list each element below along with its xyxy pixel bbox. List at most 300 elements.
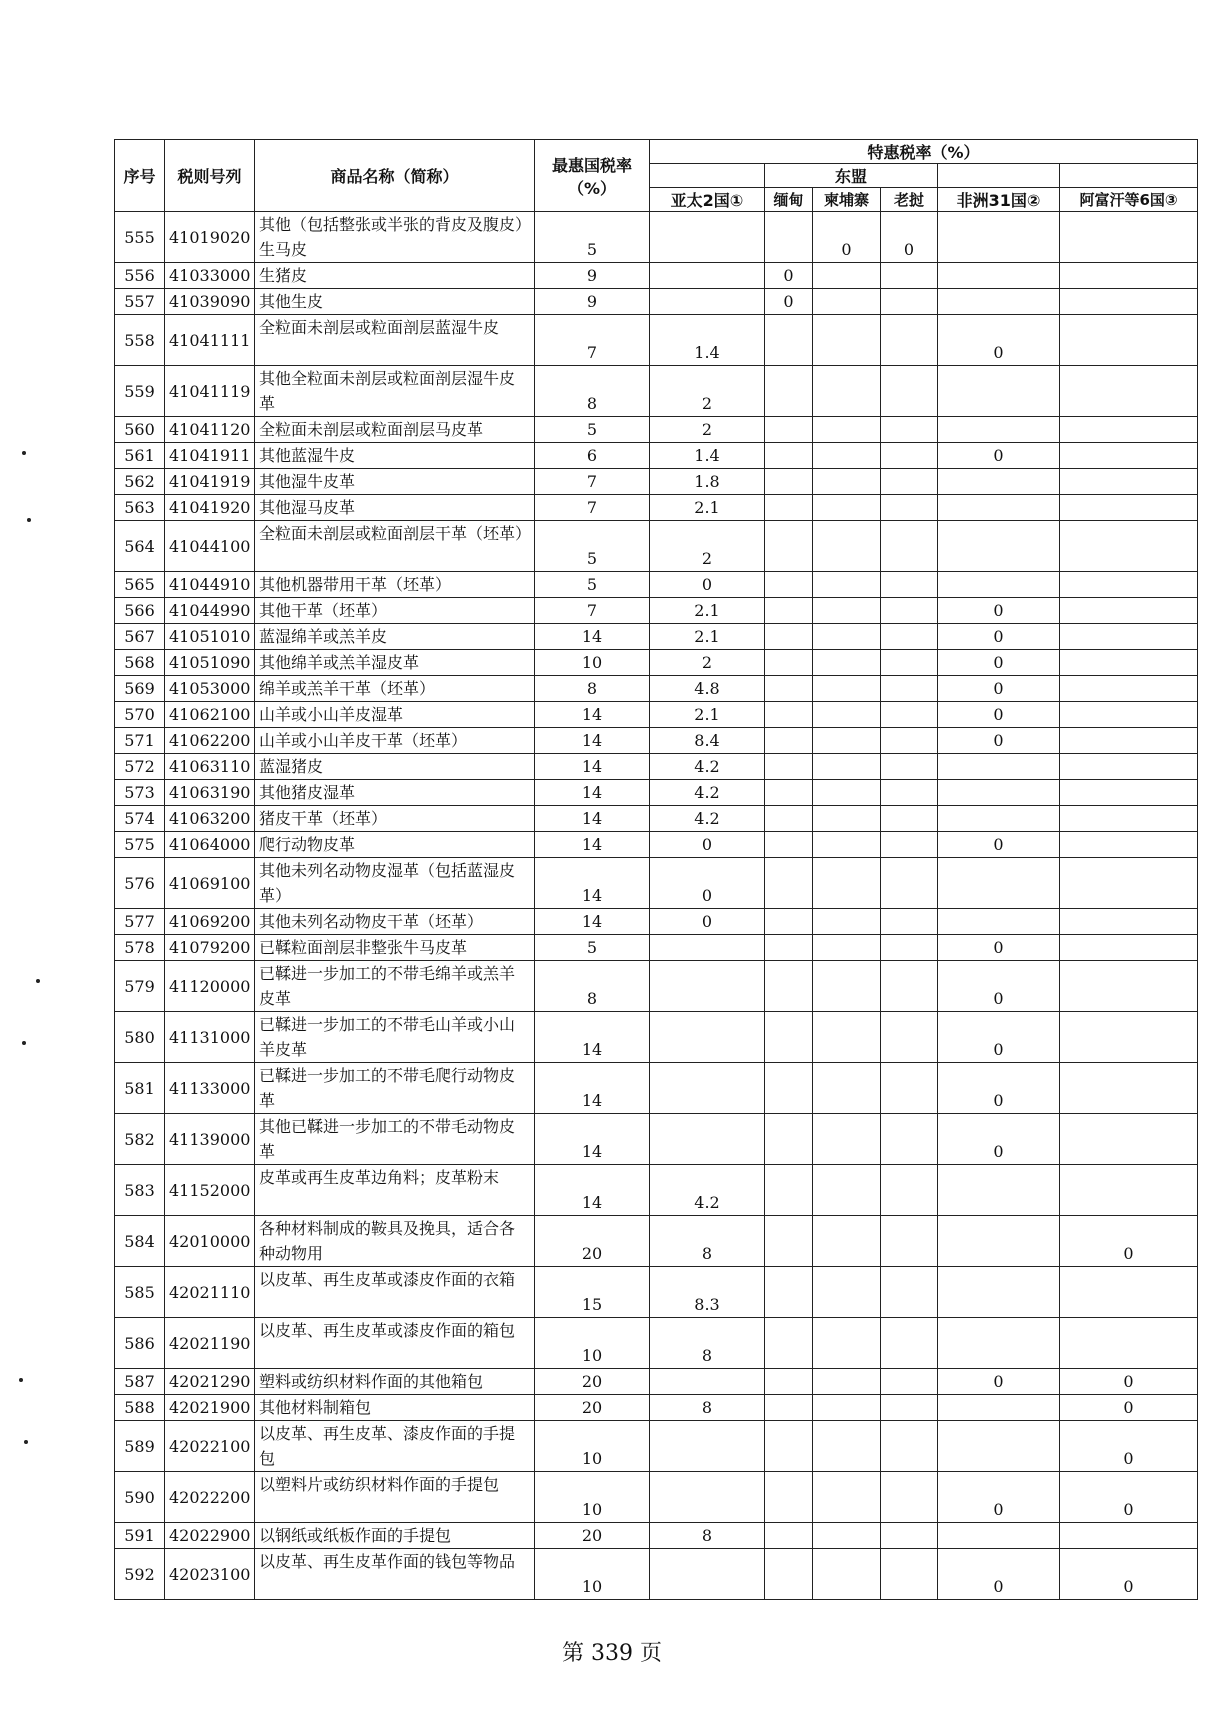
table-row — [115, 443, 1198, 469]
cell-tariff-code: 41063200 — [165, 806, 255, 832]
cell-cambodia — [813, 443, 881, 469]
cell-product-name: 已鞣进一步加工的不带毛山羊或小山羊皮革 — [255, 1012, 535, 1063]
cell-mfn-rate: 14 — [535, 858, 650, 909]
cell-mfn-rate: 7 — [535, 598, 650, 624]
cell-afghan6 — [1060, 935, 1198, 961]
cell-apta — [650, 961, 765, 1012]
cell-africa31 — [938, 1267, 1060, 1318]
cell-apta — [650, 935, 765, 961]
cell-africa31 — [938, 1318, 1060, 1369]
cell-laos — [881, 858, 938, 909]
cell-afghan6 — [1060, 1114, 1198, 1165]
cell-africa31 — [938, 754, 1060, 780]
cell-tariff-code: 41062200 — [165, 728, 255, 754]
cell-tariff-code: 41044990 — [165, 598, 255, 624]
cell-apta: 1.4 — [650, 315, 765, 366]
cell-apta: 0 — [650, 572, 765, 598]
cell-seq: 555 — [115, 212, 165, 263]
cell-laos — [881, 1063, 938, 1114]
cell-afghan6 — [1060, 676, 1198, 702]
cell-africa31: 0 — [938, 832, 1060, 858]
scan-speck — [22, 451, 26, 455]
cell-product-name: 山羊或小山羊皮干革（坯革） — [255, 728, 535, 754]
table-row — [115, 961, 1198, 1012]
cell-seq: 566 — [115, 598, 165, 624]
header-tariff-code: 税则号列 — [165, 140, 255, 212]
cell-laos — [881, 1549, 938, 1600]
cell-afghan6 — [1060, 961, 1198, 1012]
cell-seq: 591 — [115, 1523, 165, 1549]
cell-seq: 575 — [115, 832, 165, 858]
cell-product-name: 其他生皮 — [255, 289, 535, 315]
cell-tariff-code: 41069100 — [165, 858, 255, 909]
cell-africa31 — [938, 1165, 1060, 1216]
cell-cambodia — [813, 909, 881, 935]
cell-mfn-rate: 20 — [535, 1216, 650, 1267]
cell-myanmar — [765, 806, 813, 832]
cell-africa31: 0 — [938, 935, 1060, 961]
cell-apta — [650, 1369, 765, 1395]
header-product-name: 商品名称（简称） — [255, 140, 535, 212]
cell-myanmar — [765, 598, 813, 624]
cell-mfn-rate: 14 — [535, 728, 650, 754]
cell-seq: 561 — [115, 443, 165, 469]
cell-myanmar — [765, 495, 813, 521]
table-row — [115, 832, 1198, 858]
cell-product-name: 塑料或纺织材料作面的其他箱包 — [255, 1369, 535, 1395]
cell-tariff-code: 41019020 — [165, 212, 255, 263]
cell-seq: 556 — [115, 263, 165, 289]
cell-africa31 — [938, 858, 1060, 909]
cell-seq: 569 — [115, 676, 165, 702]
cell-tariff-code: 41064000 — [165, 832, 255, 858]
cell-seq: 567 — [115, 624, 165, 650]
cell-seq: 579 — [115, 961, 165, 1012]
cell-africa31: 0 — [938, 1549, 1060, 1600]
cell-apta: 8.3 — [650, 1267, 765, 1318]
cell-mfn-rate: 5 — [535, 572, 650, 598]
header-special-rate: 特惠税率（%） — [650, 140, 1198, 164]
cell-myanmar — [765, 443, 813, 469]
table-row — [115, 1012, 1198, 1063]
cell-seq: 584 — [115, 1216, 165, 1267]
table-row — [115, 935, 1198, 961]
cell-apta — [650, 263, 765, 289]
cell-cambodia — [813, 1369, 881, 1395]
cell-apta — [650, 212, 765, 263]
cell-cambodia — [813, 728, 881, 754]
cell-laos: 0 — [881, 212, 938, 263]
header-seq: 序号 — [115, 140, 165, 212]
cell-afghan6 — [1060, 909, 1198, 935]
cell-myanmar — [765, 935, 813, 961]
cell-product-name: 生猪皮 — [255, 263, 535, 289]
cell-product-name: 全粒面未剖层或粒面剖层蓝湿牛皮 — [255, 315, 535, 366]
cell-afghan6 — [1060, 495, 1198, 521]
cell-myanmar — [765, 1421, 813, 1472]
cell-apta: 4.8 — [650, 676, 765, 702]
cell-product-name: 皮革或再生皮革边角料；皮革粉末 — [255, 1165, 535, 1216]
cell-apta: 2 — [650, 521, 765, 572]
table-row — [115, 624, 1198, 650]
cell-tariff-code: 41139000 — [165, 1114, 255, 1165]
cell-myanmar — [765, 315, 813, 366]
cell-tariff-code: 41041111 — [165, 315, 255, 366]
table-row — [115, 754, 1198, 780]
cell-laos — [881, 1012, 938, 1063]
cell-laos — [881, 495, 938, 521]
cell-laos — [881, 676, 938, 702]
cell-product-name: 其他已鞣进一步加工的不带毛动物皮革 — [255, 1114, 535, 1165]
cell-myanmar — [765, 1395, 813, 1421]
cell-seq: 583 — [115, 1165, 165, 1216]
cell-laos — [881, 1165, 938, 1216]
cell-seq: 576 — [115, 858, 165, 909]
cell-apta: 1.4 — [650, 443, 765, 469]
scan-speck — [22, 1041, 26, 1045]
cell-product-name: 其他绵羊或羔羊湿皮革 — [255, 650, 535, 676]
cell-mfn-rate: 8 — [535, 961, 650, 1012]
cell-afghan6: 0 — [1060, 1549, 1198, 1600]
cell-cambodia — [813, 1523, 881, 1549]
cell-myanmar — [765, 1267, 813, 1318]
cell-mfn-rate: 10 — [535, 1421, 650, 1472]
cell-tariff-code: 41133000 — [165, 1063, 255, 1114]
cell-mfn-rate: 14 — [535, 832, 650, 858]
cell-mfn-rate: 8 — [535, 676, 650, 702]
cell-afghan6 — [1060, 315, 1198, 366]
cell-myanmar — [765, 858, 813, 909]
cell-tariff-code: 41051010 — [165, 624, 255, 650]
cell-mfn-rate: 14 — [535, 754, 650, 780]
cell-laos — [881, 572, 938, 598]
cell-tariff-code: 41069200 — [165, 909, 255, 935]
cell-product-name: 其他未列名动物皮干革（坯革） — [255, 909, 535, 935]
cell-laos — [881, 1267, 938, 1318]
cell-cambodia — [813, 1267, 881, 1318]
cell-cambodia — [813, 572, 881, 598]
cell-tariff-code: 41044910 — [165, 572, 255, 598]
cell-seq: 565 — [115, 572, 165, 598]
cell-cambodia — [813, 702, 881, 728]
table-row — [115, 263, 1198, 289]
cell-cambodia — [813, 832, 881, 858]
cell-product-name: 以皮革、再生皮革或漆皮作面的箱包 — [255, 1318, 535, 1369]
cell-product-name: 其他蓝湿牛皮 — [255, 443, 535, 469]
cell-africa31 — [938, 495, 1060, 521]
cell-product-name: 其他干革（坯革） — [255, 598, 535, 624]
cell-africa31: 0 — [938, 650, 1060, 676]
cell-myanmar — [765, 728, 813, 754]
cell-apta: 8 — [650, 1318, 765, 1369]
cell-product-name: 已鞣进一步加工的不带毛爬行动物皮革 — [255, 1063, 535, 1114]
cell-cambodia — [813, 961, 881, 1012]
cell-product-name: 以塑料片或纺织材料作面的手提包 — [255, 1472, 535, 1523]
cell-africa31 — [938, 909, 1060, 935]
cell-mfn-rate: 20 — [535, 1395, 650, 1421]
cell-myanmar — [765, 1063, 813, 1114]
header-cambodia: 柬埔寨 — [813, 188, 881, 212]
cell-seq: 581 — [115, 1063, 165, 1114]
cell-myanmar — [765, 1523, 813, 1549]
cell-laos — [881, 263, 938, 289]
cell-seq: 589 — [115, 1421, 165, 1472]
cell-africa31 — [938, 289, 1060, 315]
cell-mfn-rate: 14 — [535, 1063, 650, 1114]
cell-africa31: 0 — [938, 702, 1060, 728]
cell-myanmar — [765, 572, 813, 598]
cell-tariff-code: 41053000 — [165, 676, 255, 702]
cell-mfn-rate: 14 — [535, 1012, 650, 1063]
cell-apta: 4.2 — [650, 754, 765, 780]
cell-cambodia — [813, 935, 881, 961]
cell-apta: 2.1 — [650, 598, 765, 624]
cell-afghan6: 0 — [1060, 1421, 1198, 1472]
table-row — [115, 1216, 1198, 1267]
cell-cambodia — [813, 289, 881, 315]
cell-laos — [881, 754, 938, 780]
cell-afghan6: 0 — [1060, 1395, 1198, 1421]
cell-mfn-rate: 5 — [535, 417, 650, 443]
cell-tariff-code: 41041120 — [165, 417, 255, 443]
cell-apta: 8.4 — [650, 728, 765, 754]
table-row — [115, 728, 1198, 754]
cell-product-name: 爬行动物皮革 — [255, 832, 535, 858]
cell-seq: 571 — [115, 728, 165, 754]
table-row — [115, 366, 1198, 417]
cell-laos — [881, 366, 938, 417]
cell-afghan6 — [1060, 702, 1198, 728]
cell-myanmar — [765, 624, 813, 650]
scan-speck — [36, 979, 40, 983]
cell-laos — [881, 806, 938, 832]
cell-mfn-rate: 14 — [535, 1114, 650, 1165]
table-row — [115, 780, 1198, 806]
cell-seq: 592 — [115, 1549, 165, 1600]
cell-apta: 0 — [650, 832, 765, 858]
cell-seq: 558 — [115, 315, 165, 366]
cell-myanmar: 0 — [765, 263, 813, 289]
header-blank-apta — [650, 164, 765, 188]
cell-laos — [881, 1318, 938, 1369]
cell-product-name: 其他（包括整张或半张的背皮及腹皮）生马皮 — [255, 212, 535, 263]
cell-africa31 — [938, 1395, 1060, 1421]
table-row — [115, 1165, 1198, 1216]
table-row — [115, 1421, 1198, 1472]
cell-seq: 573 — [115, 780, 165, 806]
cell-tariff-code: 42022900 — [165, 1523, 255, 1549]
cell-mfn-rate: 7 — [535, 315, 650, 366]
cell-africa31 — [938, 1421, 1060, 1472]
cell-afghan6 — [1060, 521, 1198, 572]
cell-seq: 570 — [115, 702, 165, 728]
cell-mfn-rate: 14 — [535, 780, 650, 806]
cell-myanmar — [765, 212, 813, 263]
cell-seq: 587 — [115, 1369, 165, 1395]
cell-cambodia — [813, 1012, 881, 1063]
cell-mfn-rate: 20 — [535, 1369, 650, 1395]
scan-speck — [24, 1440, 28, 1444]
cell-laos — [881, 1216, 938, 1267]
cell-afghan6 — [1060, 263, 1198, 289]
cell-africa31 — [938, 212, 1060, 263]
cell-apta: 2 — [650, 366, 765, 417]
table-row — [115, 289, 1198, 315]
cell-laos — [881, 780, 938, 806]
cell-myanmar — [765, 1318, 813, 1369]
header-mfn-rate — [535, 140, 650, 212]
table-row — [115, 417, 1198, 443]
cell-laos — [881, 728, 938, 754]
cell-apta: 8 — [650, 1216, 765, 1267]
header-blank-africa — [938, 164, 1060, 188]
cell-laos — [881, 702, 938, 728]
cell-laos — [881, 935, 938, 961]
cell-laos — [881, 1369, 938, 1395]
cell-tariff-code: 42021290 — [165, 1369, 255, 1395]
cell-apta — [650, 1472, 765, 1523]
cell-laos — [881, 289, 938, 315]
cell-apta: 0 — [650, 909, 765, 935]
cell-myanmar — [765, 521, 813, 572]
cell-mfn-rate: 7 — [535, 495, 650, 521]
cell-africa31 — [938, 469, 1060, 495]
cell-seq: 557 — [115, 289, 165, 315]
table-row — [115, 1549, 1198, 1600]
cell-cambodia — [813, 417, 881, 443]
table-row — [115, 1472, 1198, 1523]
table-row — [115, 572, 1198, 598]
cell-afghan6 — [1060, 1165, 1198, 1216]
cell-seq: 588 — [115, 1395, 165, 1421]
cell-product-name: 蓝湿猪皮 — [255, 754, 535, 780]
table-row — [115, 1267, 1198, 1318]
cell-mfn-rate: 9 — [535, 263, 650, 289]
cell-myanmar — [765, 1549, 813, 1600]
cell-seq: 572 — [115, 754, 165, 780]
cell-africa31 — [938, 780, 1060, 806]
cell-apta: 2 — [650, 417, 765, 443]
table-row — [115, 1369, 1198, 1395]
cell-laos — [881, 650, 938, 676]
cell-cambodia — [813, 1395, 881, 1421]
cell-seq: 577 — [115, 909, 165, 935]
cell-laos — [881, 909, 938, 935]
cell-seq: 564 — [115, 521, 165, 572]
cell-africa31: 0 — [938, 1012, 1060, 1063]
cell-myanmar — [765, 754, 813, 780]
cell-mfn-rate: 20 — [535, 1523, 650, 1549]
cell-mfn-rate: 5 — [535, 521, 650, 572]
cell-seq: 574 — [115, 806, 165, 832]
cell-cambodia — [813, 1549, 881, 1600]
cell-product-name: 其他湿牛皮革 — [255, 469, 535, 495]
cell-afghan6 — [1060, 212, 1198, 263]
cell-africa31 — [938, 366, 1060, 417]
cell-myanmar — [765, 676, 813, 702]
table-row — [115, 676, 1198, 702]
cell-product-name: 以皮革、再生皮革作面的钱包等物品 — [255, 1549, 535, 1600]
cell-cambodia — [813, 315, 881, 366]
table-row — [115, 212, 1198, 263]
table-row — [115, 1114, 1198, 1165]
cell-afghan6 — [1060, 780, 1198, 806]
cell-seq: 562 — [115, 469, 165, 495]
cell-myanmar — [765, 780, 813, 806]
cell-afghan6 — [1060, 1318, 1198, 1369]
table-row — [115, 469, 1198, 495]
cell-cambodia — [813, 650, 881, 676]
cell-afghan6 — [1060, 572, 1198, 598]
cell-myanmar — [765, 650, 813, 676]
cell-cambodia — [813, 806, 881, 832]
cell-mfn-rate: 14 — [535, 806, 650, 832]
cell-africa31: 0 — [938, 728, 1060, 754]
cell-product-name: 猪皮干革（坯革） — [255, 806, 535, 832]
cell-myanmar — [765, 1165, 813, 1216]
cell-product-name: 其他材料制箱包 — [255, 1395, 535, 1421]
cell-apta — [650, 1012, 765, 1063]
cell-tariff-code: 42021110 — [165, 1267, 255, 1318]
cell-apta: 4.2 — [650, 1165, 765, 1216]
cell-laos — [881, 469, 938, 495]
cell-myanmar — [765, 1012, 813, 1063]
table-row — [115, 598, 1198, 624]
cell-apta: 0 — [650, 858, 765, 909]
cell-seq: 586 — [115, 1318, 165, 1369]
cell-africa31 — [938, 417, 1060, 443]
cell-cambodia — [813, 858, 881, 909]
cell-tariff-code: 42010000 — [165, 1216, 255, 1267]
cell-laos — [881, 443, 938, 469]
cell-apta: 8 — [650, 1395, 765, 1421]
cell-seq: 582 — [115, 1114, 165, 1165]
cell-afghan6: 0 — [1060, 1216, 1198, 1267]
cell-mfn-rate: 10 — [535, 1472, 650, 1523]
cell-apta: 2.1 — [650, 702, 765, 728]
cell-afghan6 — [1060, 806, 1198, 832]
header-blank-afghan — [1060, 164, 1198, 188]
cell-laos — [881, 1114, 938, 1165]
table-body — [115, 212, 1198, 1600]
cell-mfn-rate: 14 — [535, 702, 650, 728]
table-row — [115, 521, 1198, 572]
cell-tariff-code: 41063110 — [165, 754, 255, 780]
cell-apta — [650, 1114, 765, 1165]
cell-mfn-rate: 9 — [535, 289, 650, 315]
page-number: 第 339 页 — [562, 1641, 662, 1666]
cell-cambodia — [813, 366, 881, 417]
cell-cambodia — [813, 1318, 881, 1369]
cell-africa31: 0 — [938, 1472, 1060, 1523]
cell-laos — [881, 1395, 938, 1421]
cell-afghan6 — [1060, 289, 1198, 315]
cell-product-name: 以皮革、再生皮革或漆皮作面的衣箱 — [255, 1267, 535, 1318]
header-africa31: 非洲31国② — [938, 188, 1060, 212]
cell-africa31: 0 — [938, 624, 1060, 650]
cell-apta — [650, 1549, 765, 1600]
cell-seq: 590 — [115, 1472, 165, 1523]
cell-africa31 — [938, 521, 1060, 572]
scan-speck — [19, 1378, 23, 1382]
cell-product-name: 山羊或小山羊皮湿革 — [255, 702, 535, 728]
cell-africa31 — [938, 1523, 1060, 1549]
cell-africa31: 0 — [938, 598, 1060, 624]
cell-apta — [650, 1421, 765, 1472]
cell-afghan6 — [1060, 650, 1198, 676]
cell-mfn-rate: 14 — [535, 624, 650, 650]
cell-tariff-code: 41044100 — [165, 521, 255, 572]
